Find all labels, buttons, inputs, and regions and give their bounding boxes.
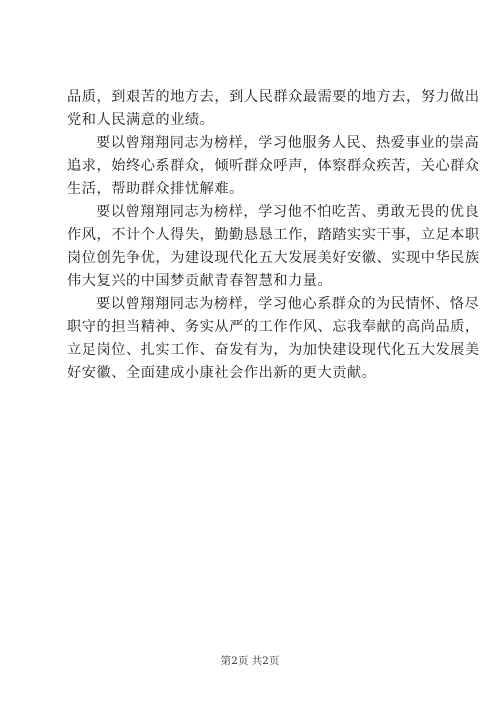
paragraph-line: 品质，到艰苦的地方去，到人民群众最需要的地方去，努力做出 (67, 89, 480, 105)
paragraph-line: 作风，不计个人得失，勤勤恳恳工作，踏踏实实干事，立足本职 (67, 227, 480, 243)
paragraph-style (67, 201, 480, 293)
paragraph-line: 追求，始终心系群众，倾听群众呼声，体察群众疾苦，关心群众 (67, 158, 480, 174)
paragraph-line: 职守的担当精神、务实从严的工作作风、忘我奉献的高尚品质， (67, 319, 480, 335)
paragraph-line: 要以曾翔翔同志为榜样，学习他心系群众的为民情怀、恪尽 (96, 296, 480, 312)
paragraph-line: 伟大复兴的中国梦贡献青春智慧和力量。 (67, 273, 333, 289)
paragraph-dedication (67, 293, 480, 385)
paragraph-line: 生活，帮助群众排忧解难。 (67, 181, 244, 197)
paragraph-line: 党和人民满意的业绩。 (67, 112, 215, 128)
paragraph-continuation (67, 86, 480, 132)
document-body (67, 86, 480, 385)
paragraph-line: 好安徽、全面建成小康社会作出新的更大贡献。 (67, 365, 377, 381)
paragraph-service (67, 132, 480, 201)
paragraph-line: 岗位创先争优，为建设现代化五大发展美好安徽、实现中华民族 (67, 250, 480, 266)
paragraph-line: 立足岗位、扎实工作、奋发有为，为加快建设现代化五大发展美 (67, 342, 480, 358)
page-number-footer: 第2页 共2页 (220, 655, 280, 667)
paragraph-line: 要以曾翔翔同志为榜样，学习他不怕吃苦、勇敢无畏的优良 (96, 204, 480, 220)
paragraph-line: 要以曾翔翔同志为榜样，学习他服务人民、热爱事业的崇高 (96, 135, 480, 151)
